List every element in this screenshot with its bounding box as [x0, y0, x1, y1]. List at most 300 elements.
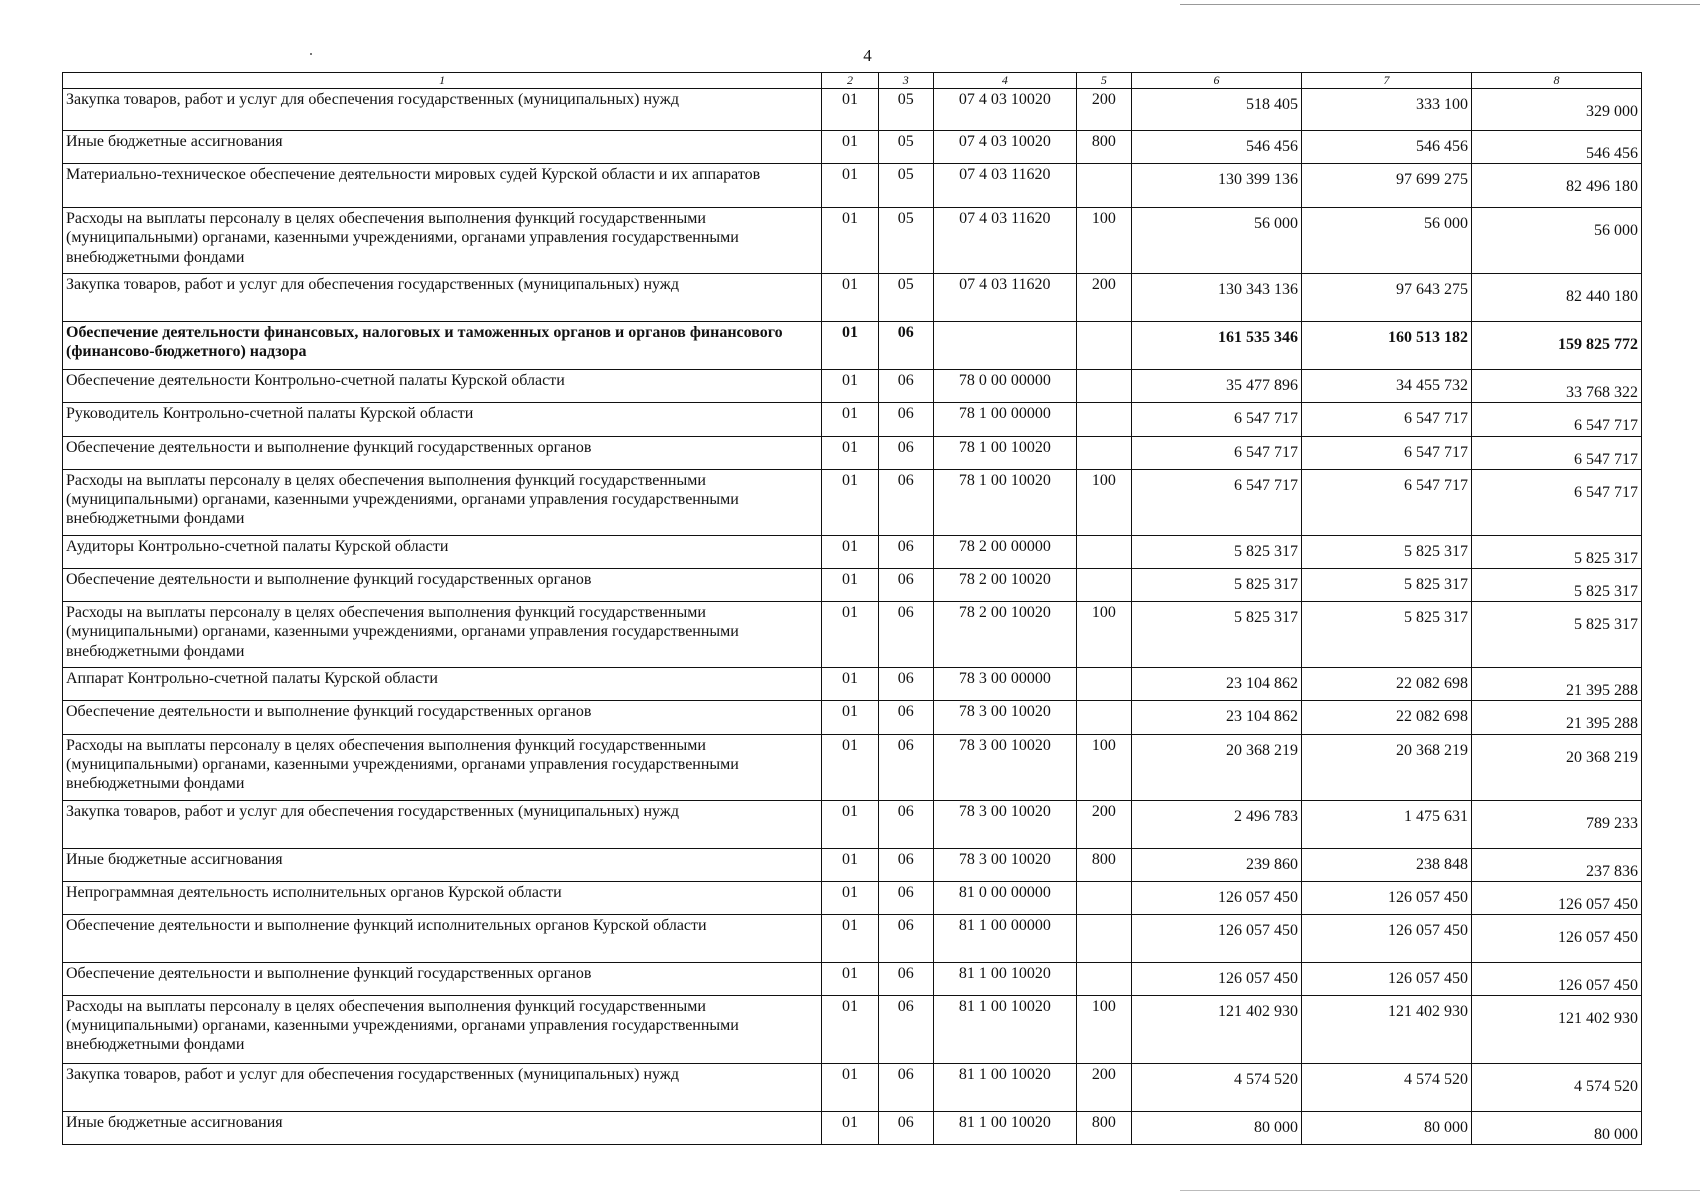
target-article-code: 78 1 00 10020	[933, 469, 1076, 535]
amount-col-7	[1302, 962, 1472, 995]
section-code: 01	[822, 848, 878, 881]
table-row	[63, 668, 1642, 701]
target-article-code: 78 0 00 00000	[933, 370, 1076, 403]
table-row	[63, 208, 1642, 274]
amount-col-8	[1472, 370, 1642, 403]
amount-col-8-value: 6 547 717	[1574, 483, 1638, 501]
section-code: 01	[822, 962, 878, 995]
amount-col-7	[1302, 848, 1472, 881]
amount-col-7	[1302, 535, 1472, 568]
table-row	[63, 914, 1642, 962]
subsection-code: 06	[878, 962, 933, 995]
column-number: 7	[1302, 73, 1472, 89]
amount-col-8	[1472, 403, 1642, 436]
amount-col-7-value: 5 825 317	[1404, 542, 1468, 560]
row-name: Руководитель Контрольно-счетной палаты Курской области	[63, 403, 822, 436]
amount-col-7-value: 56 000	[1424, 215, 1468, 233]
amount-col-6-value: 6 547 717	[1234, 410, 1299, 428]
table-row	[63, 274, 1642, 322]
amount-col-7-value: 97 643 275	[1396, 281, 1468, 299]
row-name: Иные бюджетные ассигнования	[63, 848, 822, 881]
amount-col-8-value: 33 768 322	[1566, 384, 1638, 402]
amount-col-8	[1472, 914, 1642, 962]
section-code: 01	[822, 535, 878, 568]
expense-type-code: 100	[1076, 734, 1131, 800]
table-row	[63, 701, 1642, 734]
amount-col-7-value: 126 057 450	[1388, 888, 1468, 906]
target-article-code: 78 2 00 10020	[933, 602, 1076, 668]
subsection-code: 06	[878, 668, 933, 701]
amount-col-8	[1472, 322, 1642, 370]
table-row	[63, 403, 1642, 436]
target-article-code: 07 4 03 11620	[933, 208, 1076, 274]
amount-col-7-value: 97 699 275	[1396, 171, 1468, 189]
amount-col-8	[1472, 1064, 1642, 1112]
subsection-code: 06	[878, 403, 933, 436]
amount-col-8	[1472, 89, 1642, 131]
amount-col-8-value: 56 000	[1594, 222, 1638, 240]
amount-col-8	[1472, 848, 1642, 881]
amount-col-7	[1302, 164, 1472, 208]
amount-col-8	[1472, 996, 1642, 1064]
column-number: 4	[933, 73, 1076, 89]
section-code: 01	[822, 89, 878, 131]
column-number: 3	[878, 73, 933, 89]
amount-col-7-value: 121 402 930	[1388, 1003, 1468, 1021]
row-name: Иные бюджетные ассигнования	[63, 1112, 822, 1145]
amount-col-8-value: 5 825 317	[1574, 616, 1638, 634]
section-code: 01	[822, 274, 878, 322]
amount-col-7	[1302, 914, 1472, 962]
amount-col-7-value: 238 848	[1416, 855, 1468, 873]
row-name: Расходы на выплаты персоналу в целях обеспечения выполнения функций государственными (муниципальными) органами, казенными учреждениями, органами управления государственными внебюджетными фондами	[63, 208, 822, 274]
amount-col-6-value: 5 825 317	[1234, 575, 1299, 593]
amount-col-7-value: 22 082 698	[1396, 675, 1468, 693]
amount-col-6-value: 161 535 346	[1218, 329, 1299, 347]
subsection-code: 05	[878, 208, 933, 274]
table-row	[63, 996, 1642, 1064]
expense-type-code	[1076, 436, 1131, 469]
column-number: 5	[1076, 73, 1131, 89]
amount-col-7	[1302, 322, 1472, 370]
amount-col-8	[1472, 164, 1642, 208]
amount-col-7-value: 80 000	[1424, 1119, 1468, 1137]
amount-col-6-value: 126 057 450	[1218, 888, 1299, 906]
target-article-code: 78 1 00 10020	[933, 436, 1076, 469]
section-code: 01	[822, 322, 878, 370]
amount-col-7	[1302, 436, 1472, 469]
target-article-code: 78 3 00 10020	[933, 848, 1076, 881]
expense-type-code	[1076, 403, 1131, 436]
amount-col-8	[1472, 469, 1642, 535]
amount-col-7	[1302, 89, 1472, 131]
column-number: 8	[1472, 73, 1642, 89]
amount-col-8-value: 80 000	[1594, 1126, 1638, 1144]
amount-col-6	[1132, 914, 1302, 962]
amount-col-8-value: 82 440 180	[1566, 288, 1638, 306]
table-row	[63, 535, 1642, 568]
table-row	[63, 436, 1642, 469]
section-code: 01	[822, 164, 878, 208]
amount-col-6-value: 126 057 450	[1218, 921, 1299, 939]
target-article-code: 07 4 03 11620	[933, 274, 1076, 322]
amount-col-7-value: 6 547 717	[1404, 476, 1468, 494]
section-code: 01	[822, 701, 878, 734]
amount-col-8	[1472, 274, 1642, 322]
amount-col-6-value: 5 825 317	[1234, 542, 1299, 560]
amount-col-7	[1302, 800, 1472, 848]
amount-col-6	[1132, 208, 1302, 274]
table-row	[63, 469, 1642, 535]
budget-table	[62, 72, 1642, 1145]
amount-col-6	[1132, 668, 1302, 701]
amount-col-7-value: 126 057 450	[1388, 969, 1468, 987]
amount-col-7-value: 20 368 219	[1396, 741, 1468, 759]
amount-col-6	[1132, 701, 1302, 734]
amount-col-8-value: 6 547 717	[1574, 450, 1638, 468]
amount-col-7-value: 5 825 317	[1404, 575, 1468, 593]
expense-type-code: 200	[1076, 274, 1131, 322]
section-code: 01	[822, 1064, 878, 1112]
amount-col-6-value: 126 057 450	[1218, 969, 1299, 987]
amount-col-8	[1472, 701, 1642, 734]
amount-col-7	[1302, 568, 1472, 601]
amount-col-7	[1302, 403, 1472, 436]
target-article-code: 78 3 00 00000	[933, 668, 1076, 701]
amount-col-8	[1472, 131, 1642, 164]
subsection-code: 06	[878, 370, 933, 403]
amount-col-6-value: 6 547 717	[1234, 443, 1299, 461]
subsection-code: 05	[878, 164, 933, 208]
section-code: 01	[822, 131, 878, 164]
expense-type-code	[1076, 881, 1131, 914]
row-name: Обеспечение деятельности Контрольно-счетной палаты Курской области	[63, 370, 822, 403]
subsection-code: 06	[878, 848, 933, 881]
section-code: 01	[822, 668, 878, 701]
amount-col-6-value: 130 343 136	[1218, 281, 1299, 299]
table-row	[63, 602, 1642, 668]
amount-col-7	[1302, 734, 1472, 800]
expense-type-code: 800	[1076, 848, 1131, 881]
amount-col-8	[1472, 734, 1642, 800]
row-name: Расходы на выплаты персоналу в целях обеспечения выполнения функций государственными (муниципальными) органами, казенными учреждениями, органами управления государственными внебюджетными фондами	[63, 469, 822, 535]
subsection-code: 06	[878, 996, 933, 1064]
scan-speck	[1180, 1190, 1700, 1191]
table-body	[63, 89, 1642, 1145]
amount-col-6-value: 239 860	[1246, 855, 1299, 873]
row-name: Обеспечение деятельности и выполнение функций исполнительных органов Курской области	[63, 914, 822, 962]
expense-type-code	[1076, 701, 1131, 734]
section-code: 01	[822, 436, 878, 469]
amount-col-7	[1302, 208, 1472, 274]
column-number: 1	[63, 73, 822, 89]
expense-type-code: 100	[1076, 208, 1131, 274]
amount-col-7-value: 22 082 698	[1396, 708, 1468, 726]
amount-col-8-value: 789 233	[1586, 814, 1638, 832]
table-row	[63, 962, 1642, 995]
amount-col-6-value: 35 477 896	[1226, 377, 1299, 395]
target-article-code: 81 1 00 10020	[933, 962, 1076, 995]
amount-col-6-value: 6 547 717	[1234, 476, 1299, 494]
subsection-code: 06	[878, 914, 933, 962]
page-number: 4	[863, 46, 872, 65]
amount-col-7-value: 4 574 520	[1404, 1071, 1468, 1089]
target-article-code: 78 3 00 10020	[933, 734, 1076, 800]
row-name: Обеспечение деятельности и выполнение функций государственных органов	[63, 436, 822, 469]
scan-edge-line	[1180, 4, 1700, 5]
target-article-code: 78 2 00 00000	[933, 535, 1076, 568]
expense-type-code	[1076, 370, 1131, 403]
row-name: Обеспечение деятельности финансовых, налоговых и таможенных органов и органов финансового (финансово-бюджетного) надзора	[63, 322, 822, 370]
target-article-code: 07 4 03 10020	[933, 131, 1076, 164]
amount-col-8-value: 237 836	[1586, 862, 1638, 880]
amount-col-8	[1472, 800, 1642, 848]
amount-col-6-value: 121 402 930	[1218, 1003, 1299, 1021]
amount-col-6	[1132, 322, 1302, 370]
amount-col-7-value: 546 456	[1416, 138, 1468, 155]
amount-col-7	[1302, 131, 1472, 164]
expense-type-code: 100	[1076, 602, 1131, 668]
row-name: Аудиторы Контрольно-счетной палаты Курской области	[63, 535, 822, 568]
amount-col-8	[1472, 962, 1642, 995]
target-article-code: 78 1 00 00000	[933, 403, 1076, 436]
table-row	[63, 164, 1642, 208]
amount-col-7-value: 160 513 182	[1388, 329, 1468, 347]
amount-col-8-value: 82 496 180	[1566, 178, 1638, 196]
amount-col-7-value: 34 455 732	[1396, 377, 1468, 395]
amount-col-6	[1132, 436, 1302, 469]
amount-col-8-value: 159 825 772	[1558, 336, 1638, 354]
row-name: Закупка товаров, работ и услуг для обеспечения государственных (муниципальных) нужд	[63, 800, 822, 848]
table-row	[63, 800, 1642, 848]
amount-col-6	[1132, 800, 1302, 848]
amount-col-6	[1132, 131, 1302, 164]
subsection-code: 05	[878, 131, 933, 164]
table-row	[63, 848, 1642, 881]
row-name: Расходы на выплаты персоналу в целях обеспечения выполнения функций государственными (муниципальными) органами, казенными учреждениями, органами управления государственными внебюджетными фондами	[63, 602, 822, 668]
expense-type-code: 100	[1076, 996, 1131, 1064]
row-name: Непрограммная деятельность исполнительных органов Курской области	[63, 881, 822, 914]
target-article-code: 81 1 00 10020	[933, 1112, 1076, 1145]
amount-col-8-value: 126 057 450	[1558, 895, 1638, 913]
row-name: Обеспечение деятельности и выполнение функций государственных органов	[63, 701, 822, 734]
amount-col-6	[1132, 89, 1302, 131]
amount-col-6	[1132, 370, 1302, 403]
amount-col-6	[1132, 403, 1302, 436]
amount-col-8	[1472, 881, 1642, 914]
amount-col-6	[1132, 274, 1302, 322]
amount-col-6-value: 23 104 862	[1226, 675, 1299, 693]
amount-col-6	[1132, 996, 1302, 1064]
amount-col-7	[1302, 701, 1472, 734]
amount-col-8	[1472, 668, 1642, 701]
table-row	[63, 131, 1642, 164]
table-row	[63, 322, 1642, 370]
target-article-code: 81 1 00 00000	[933, 914, 1076, 962]
expense-type-code: 800	[1076, 1112, 1131, 1145]
amount-col-8	[1472, 436, 1642, 469]
amount-col-7-value: 6 547 717	[1404, 443, 1468, 461]
expense-type-code	[1076, 535, 1131, 568]
amount-col-7-value: 5 825 317	[1404, 609, 1468, 627]
row-name: Материально-техническое обеспечение деятельности мировых судей Курской области и их аппаратов	[63, 164, 822, 208]
amount-col-8-value: 5 825 317	[1574, 549, 1638, 567]
subsection-code: 06	[878, 469, 933, 535]
subsection-code: 06	[878, 1112, 933, 1145]
target-article-code: 78 3 00 10020	[933, 800, 1076, 848]
row-name: Расходы на выплаты персоналу в целях обеспечения выполнения функций государственными (муниципальными) органами, казенными учреждениями, органами управления государственными внебюджетными фондами	[63, 734, 822, 800]
expense-type-code: 200	[1076, 800, 1131, 848]
subsection-code: 06	[878, 734, 933, 800]
amount-col-8-value: 20 368 219	[1566, 748, 1638, 766]
amount-col-8-value: 5 825 317	[1574, 582, 1638, 600]
section-code: 01	[822, 568, 878, 601]
amount-col-6	[1132, 164, 1302, 208]
row-name: Закупка товаров, работ и услуг для обеспечения государственных (муниципальных) нужд	[63, 1064, 822, 1112]
amount-col-8	[1472, 568, 1642, 601]
subsection-code: 06	[878, 322, 933, 370]
row-name: Закупка товаров, работ и услуг для обеспечения государственных (муниципальных) нужд	[63, 274, 822, 322]
section-code: 01	[822, 403, 878, 436]
amount-col-6-value: 130 399 136	[1218, 171, 1299, 189]
section-code: 01	[822, 469, 878, 535]
target-article-code: 78 3 00 10020	[933, 701, 1076, 734]
subsection-code: 06	[878, 800, 933, 848]
section-code: 01	[822, 914, 878, 962]
expense-type-code	[1076, 668, 1131, 701]
expense-type-code	[1076, 962, 1131, 995]
expense-type-code	[1076, 164, 1131, 208]
target-article-code: 81 0 00 00000	[933, 881, 1076, 914]
amount-col-6	[1132, 848, 1302, 881]
amount-col-7-value: 126 057 450	[1388, 921, 1468, 939]
subsection-code: 06	[878, 602, 933, 668]
amount-col-8-value: 21 395 288	[1566, 682, 1638, 700]
expense-type-code	[1076, 322, 1131, 370]
amount-col-6	[1132, 881, 1302, 914]
amount-col-8-value: 6 547 717	[1574, 417, 1638, 435]
row-name: Обеспечение деятельности и выполнение функций государственных органов	[63, 962, 822, 995]
amount-col-6	[1132, 962, 1302, 995]
amount-col-7	[1302, 469, 1472, 535]
amount-col-8	[1472, 1112, 1642, 1145]
target-article-code: 81 1 00 10020	[933, 1064, 1076, 1112]
amount-col-7-value: 333 100	[1416, 96, 1468, 113]
amount-col-6	[1132, 1064, 1302, 1112]
expense-type-code	[1076, 914, 1131, 962]
amount-col-8-value: 546 456	[1586, 145, 1638, 162]
table-row	[63, 89, 1642, 131]
amount-col-6	[1132, 535, 1302, 568]
amount-col-7	[1302, 1064, 1472, 1112]
column-number-row	[63, 73, 1642, 89]
section-code: 01	[822, 800, 878, 848]
target-article-code: 07 4 03 11620	[933, 164, 1076, 208]
amount-col-7	[1302, 996, 1472, 1064]
amount-col-8-value: 126 057 450	[1558, 976, 1638, 994]
section-code: 01	[822, 1112, 878, 1145]
amount-col-6-value: 80 000	[1254, 1119, 1299, 1137]
expense-type-code: 200	[1076, 89, 1131, 131]
amount-col-8	[1472, 535, 1642, 568]
amount-col-6-value: 4 574 520	[1234, 1071, 1299, 1089]
amount-col-7	[1302, 881, 1472, 914]
table-row	[63, 1064, 1642, 1112]
expense-type-code: 200	[1076, 1064, 1131, 1112]
amount-col-6-value: 23 104 862	[1226, 708, 1299, 726]
target-article-code: 81 1 00 10020	[933, 996, 1076, 1064]
subsection-code: 06	[878, 1064, 933, 1112]
amount-col-8-value: 21 395 288	[1566, 715, 1638, 733]
amount-col-7	[1302, 1112, 1472, 1145]
amount-col-6	[1132, 734, 1302, 800]
amount-col-7	[1302, 668, 1472, 701]
amount-col-8	[1472, 602, 1642, 668]
amount-col-6-value: 546 456	[1246, 138, 1299, 155]
amount-col-6-value: 56 000	[1254, 215, 1299, 233]
amount-col-7	[1302, 274, 1472, 322]
section-code: 01	[822, 881, 878, 914]
amount-col-8-value: 329 000	[1586, 103, 1638, 120]
table-row	[63, 881, 1642, 914]
section-code: 01	[822, 996, 878, 1064]
amount-col-8-value: 4 574 520	[1574, 1078, 1638, 1096]
subsection-code: 05	[878, 89, 933, 131]
subsection-code: 06	[878, 881, 933, 914]
amount-col-8-value: 121 402 930	[1558, 1010, 1638, 1028]
amount-col-6	[1132, 469, 1302, 535]
amount-col-6	[1132, 1112, 1302, 1145]
amount-col-6	[1132, 568, 1302, 601]
section-code: 01	[822, 208, 878, 274]
expense-type-code: 100	[1076, 469, 1131, 535]
subsection-code: 06	[878, 436, 933, 469]
table-row	[63, 370, 1642, 403]
subsection-code: 06	[878, 701, 933, 734]
expense-type-code: 800	[1076, 131, 1131, 164]
amount-col-7	[1302, 370, 1472, 403]
amount-col-8-value: 126 057 450	[1558, 928, 1638, 946]
amount-col-6-value: 20 368 219	[1226, 741, 1299, 759]
section-code: 01	[822, 370, 878, 403]
amount-col-6-value: 5 825 317	[1234, 609, 1299, 627]
amount-col-7-value: 1 475 631	[1404, 807, 1468, 825]
row-name: Обеспечение деятельности и выполнение функций государственных органов	[63, 568, 822, 601]
target-article-code: 07 4 03 10020	[933, 89, 1076, 131]
column-number: 6	[1132, 73, 1302, 89]
row-name: Иные бюджетные ассигнования	[63, 131, 822, 164]
column-number: 2	[822, 73, 878, 89]
amount-col-7	[1302, 602, 1472, 668]
amount-col-6-value: 2 496 783	[1234, 807, 1299, 825]
row-name: Аппарат Контрольно-счетной палаты Курской области	[63, 668, 822, 701]
expense-type-code	[1076, 568, 1131, 601]
target-article-code	[933, 322, 1076, 370]
amount-col-6	[1132, 602, 1302, 668]
row-name: Закупка товаров, работ и услуг для обеспечения государственных (муниципальных) нужд	[63, 89, 822, 131]
amount-col-8	[1472, 208, 1642, 274]
row-name: Расходы на выплаты персоналу в целях обеспечения выполнения функций государственными (муниципальными) органами, казенными учреждениями, органами управления государственными внебюджетными фондами	[63, 996, 822, 1064]
subsection-code: 05	[878, 274, 933, 322]
table-row	[63, 1112, 1642, 1145]
table-row	[63, 568, 1642, 601]
section-code: 01	[822, 602, 878, 668]
table-row	[63, 734, 1642, 800]
section-code: 01	[822, 734, 878, 800]
amount-col-7-value: 6 547 717	[1404, 410, 1468, 428]
target-article-code: 78 2 00 10020	[933, 568, 1076, 601]
subsection-code: 06	[878, 568, 933, 601]
